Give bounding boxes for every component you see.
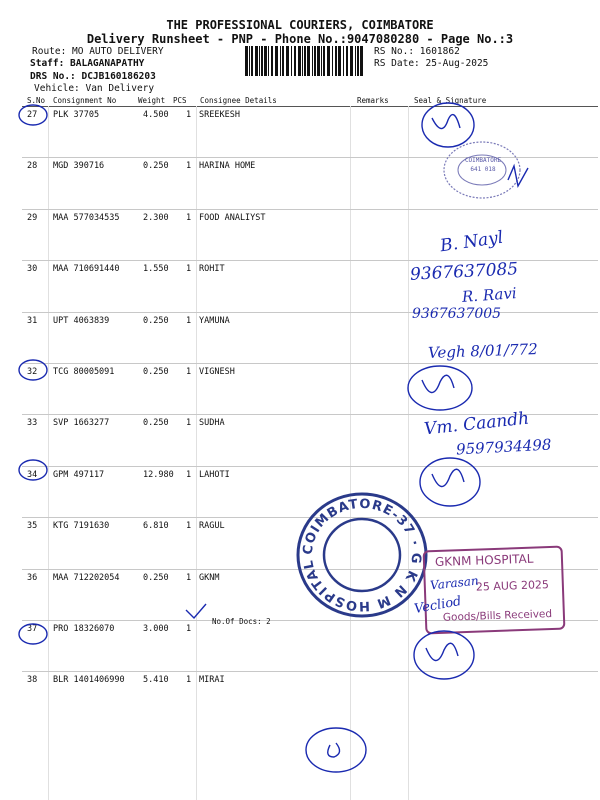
cell-sno: 28 [27,161,38,171]
serial-circles [19,105,47,644]
col-weight: Weight [138,96,166,105]
cell-weight: 0.250 [143,367,169,377]
staff-label: Staff: BALAGANAPATHY [30,58,145,69]
name-row33: Vm. Caandh [423,408,531,440]
cell-weight: 3.000 [143,624,169,634]
cell-pcs: 1 [186,264,192,274]
cell-weight: 0.250 [143,316,169,326]
rect-stamp-date: 25 AUG 2025 [475,578,550,594]
cell-sno: 27 [27,110,38,120]
drs-label: DRS No.: DCJB160186203 [30,71,156,82]
tick-row37 [186,604,206,618]
cell-pcs: 1 [186,418,192,428]
cell-pcs: 1 [186,470,192,480]
signature-scribbles [186,103,531,772]
cell-sno: 38 [27,675,38,685]
col-sno: S.No [27,96,46,105]
cell-consignment: BLR 1401406990 [53,675,125,685]
cell-sno: 32 [27,367,38,377]
cell-weight: 5.410 [143,675,169,685]
cell-consignee: ROHIT [199,264,225,274]
cell-sno: 33 [27,418,38,428]
col-seal: Seal & Signature [414,96,487,105]
cell-consignee: GKNM [199,573,220,583]
cell-sno: 29 [27,213,38,223]
cell-sno: 37 [27,624,38,634]
phone-row33: 9597934498 [455,435,552,459]
cell-consignment: PLK 37705 [53,110,100,120]
cell-pcs: 1 [186,573,192,583]
col-pcs: PCS [173,96,187,105]
signature-row28 [508,166,528,186]
signature-row38-mark [426,643,458,660]
cell-consignment: MAA 710691440 [53,264,120,274]
cell-consignment: UPT 4063839 [53,316,110,326]
cell-pcs: 1 [186,161,192,171]
cell-pcs: 1 [186,213,192,223]
signature-row32: Vegh 8/01/772 [427,340,539,362]
cell-consignee: MIRAI [199,675,225,685]
cell-sno: 35 [27,521,38,531]
phone-row30: 9367637085 [409,259,519,285]
circle-row38 [19,624,47,644]
cell-pcs: 1 [186,624,192,634]
cell-weight: 4.500 [143,110,169,120]
runsheet-subtitle: Delivery Runsheet - PNP - Phone No.:9047080280 - Page No.:3 [86,32,514,46]
signature-row38-circle [414,631,474,679]
cell-weight: 12.980 [143,470,174,480]
rect-stamp-footer: Goods/Bills Received [442,607,553,624]
circle-row34 [19,460,47,480]
circle-row32 [19,360,47,380]
company-title: THE PROFESSIONAL COURIERS, COIMBATORE [166,18,434,32]
cell-consignee: VIGNESH [199,367,235,377]
cell-consignee: FOOD ANALIYST [199,213,266,223]
cell-weight: 6.810 [143,521,169,531]
cell-consignee: RAGUL [199,521,225,531]
cell-consignment: GPM 497117 [53,470,105,480]
vehicle-label: Vehicle: Van Delivery [34,83,155,94]
signature-row34-circle [420,458,480,506]
small-stamp-text: COIMBATORE 641 018 [464,157,502,173]
cell-weight: 1.550 [143,264,169,274]
cell-pcs: 1 [186,675,192,685]
signature-row32-mark [422,375,454,392]
svg-text:COIMBATORE-37 · G K N M HOSPIT: COIMBATORE-37 · G K N M HOSPITAL [300,496,424,614]
bottom-scribble-circle [306,728,366,772]
circle-row27 [19,105,47,125]
rect-stamp-title: GKNM HOSPITAL [434,551,534,570]
signature-row30: R. Ravi [461,284,518,306]
col-consignee: Consignee Details [200,96,277,105]
cell-consignment: MGD 390716 [53,161,105,171]
signature-row37: Vecliod [413,593,463,618]
name-row36: Varasan [429,573,480,593]
rs-date: RS Date: 25-Aug-2025 [374,58,489,69]
signature-row29: B. Nayl [438,227,505,257]
cell-consignee: HARINA HOME [199,161,256,171]
cell-pcs: 1 [186,521,192,531]
cell-consignee: SUDHA [199,418,225,428]
cell-consignment: TCG 80005091 [53,367,115,377]
cell-consignment: MAA 577034535 [53,213,120,223]
signature-row27-mark [432,115,460,129]
col-remarks: Remarks [357,96,389,105]
docs-count: No.Of Docs: 2 [212,617,271,626]
cell-pcs: 1 [186,367,192,377]
cell-weight: 0.250 [143,573,169,583]
signature-row32-circle [408,366,472,410]
cell-weight: 0.250 [143,418,169,428]
cell-consignee: SREEKESH [199,110,240,120]
signature-row34-mark [432,469,464,486]
rs-number: RS No.: 1601862 [374,46,460,57]
cell-consignment: KTG 7191630 [53,521,110,531]
cell-pcs: 1 [186,110,192,120]
cell-consignment: MAA 712202054 [53,573,120,583]
cell-sno: 34 [27,470,38,480]
cell-consignee: YAMUNA [199,316,230,326]
signature-row27 [422,103,474,147]
col-consignment: Consignment No [53,96,117,105]
cell-sno: 31 [27,316,38,326]
cell-consignee: LAHOTI [199,470,230,480]
phone-row31: 9367637005 [412,306,502,322]
cell-weight: 2.300 [143,213,169,223]
route-label: Route: MO AUTO DELIVERY [32,46,164,57]
cell-consignment: SVP 1663277 [53,418,110,428]
cell-sno: 36 [27,573,38,583]
cell-pcs: 1 [186,316,192,326]
cell-consignment: PRO 18326070 [53,624,115,634]
cell-weight: 0.250 [143,161,169,171]
cell-sno: 30 [27,264,38,274]
bottom-scribble-mark [328,743,340,757]
